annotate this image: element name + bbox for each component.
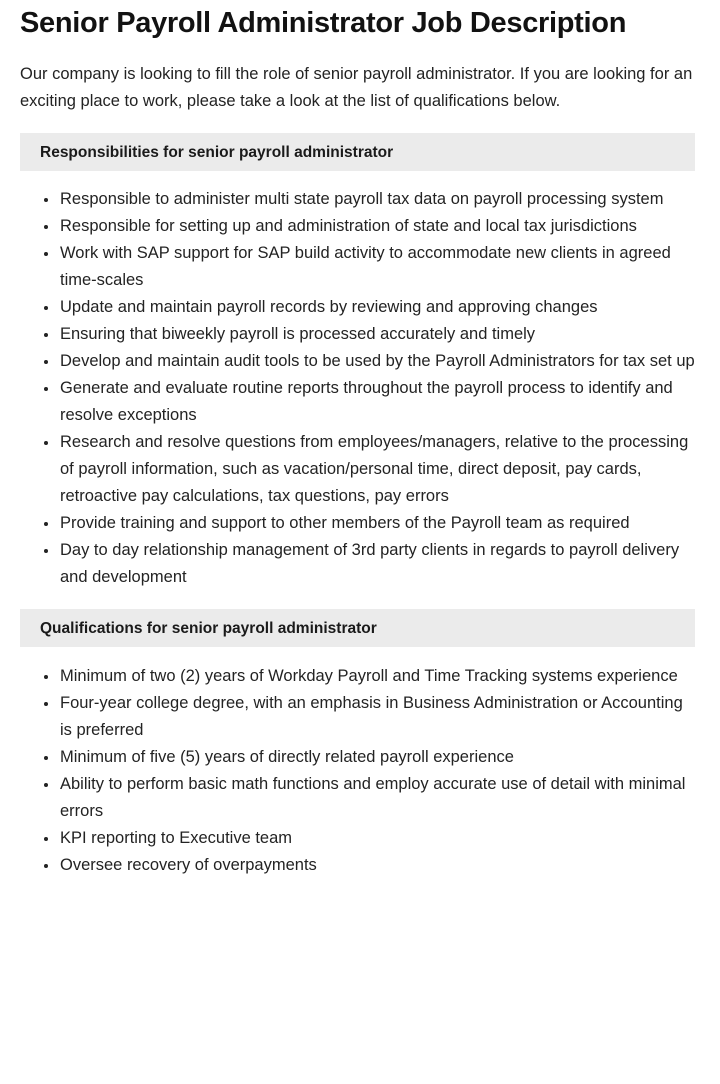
- section-header-responsibilities-label: Responsibilities for senior payroll administrator: [40, 143, 394, 161]
- list-item: Minimum of five (5) years of directly related payroll experience: [0, 744, 696, 771]
- section-header-qualifications-label: Qualifications for senior payroll administrator: [40, 619, 377, 637]
- list-item: Provide training and support to other members of the Payroll team as required: [0, 510, 696, 537]
- list-item: Ability to perform basic math functions and employ accurate use of detail with minimal errors: [0, 771, 696, 825]
- list-item: Oversee recovery of overpayments: [0, 852, 696, 879]
- bottom-spacer: [0, 879, 720, 905]
- section-header-responsibilities: [20, 133, 695, 171]
- list-item: Responsible for setting up and administration of state and local tax jurisdictions: [0, 213, 696, 240]
- responsibilities-list: [0, 171, 720, 591]
- list-item: Work with SAP support for SAP build activity to accommodate new clients in agreed time-scales: [0, 240, 696, 294]
- list-item: Research and resolve questions from employees/managers, relative to the processing of payroll information, such as vacation/personal time, direct deposit, pay cards, retroactive pay calculations, tax questions, pay errors: [0, 429, 696, 510]
- list-item: Four-year college degree, with an emphasis in Business Administration or Accounting is preferred: [0, 690, 696, 744]
- intro-paragraph: Our company is looking to fill the role of senior payroll administrator. If you are looking for an exciting place to work, please take a look at the list of qualifications below.: [20, 65, 693, 110]
- list-item: Update and maintain payroll records by reviewing and approving changes: [0, 294, 696, 321]
- section-header-qualifications: [20, 609, 695, 647]
- list-item: Ensuring that biweekly payroll is processed accurately and timely: [0, 321, 696, 348]
- qualifications-list: [0, 647, 720, 879]
- list-item: Generate and evaluate routine reports throughout the payroll process to identify and resolve exceptions: [0, 375, 696, 429]
- list-item: Minimum of two (2) years of Workday Payroll and Time Tracking systems experience: [0, 663, 696, 690]
- list-item: KPI reporting to Executive team: [0, 825, 696, 852]
- list-item: Develop and maintain audit tools to be used by the Payroll Administrators for tax set up: [0, 348, 696, 375]
- list-item: Day to day relationship management of 3rd party clients in regards to payroll delivery and development: [0, 537, 696, 591]
- section-responsibilities: [0, 133, 720, 591]
- page-title: Senior Payroll Administrator Job Description: [20, 7, 627, 39]
- section-qualifications: [0, 609, 720, 879]
- list-item: Responsible to administer multi state payroll tax data on payroll processing system: [0, 186, 696, 213]
